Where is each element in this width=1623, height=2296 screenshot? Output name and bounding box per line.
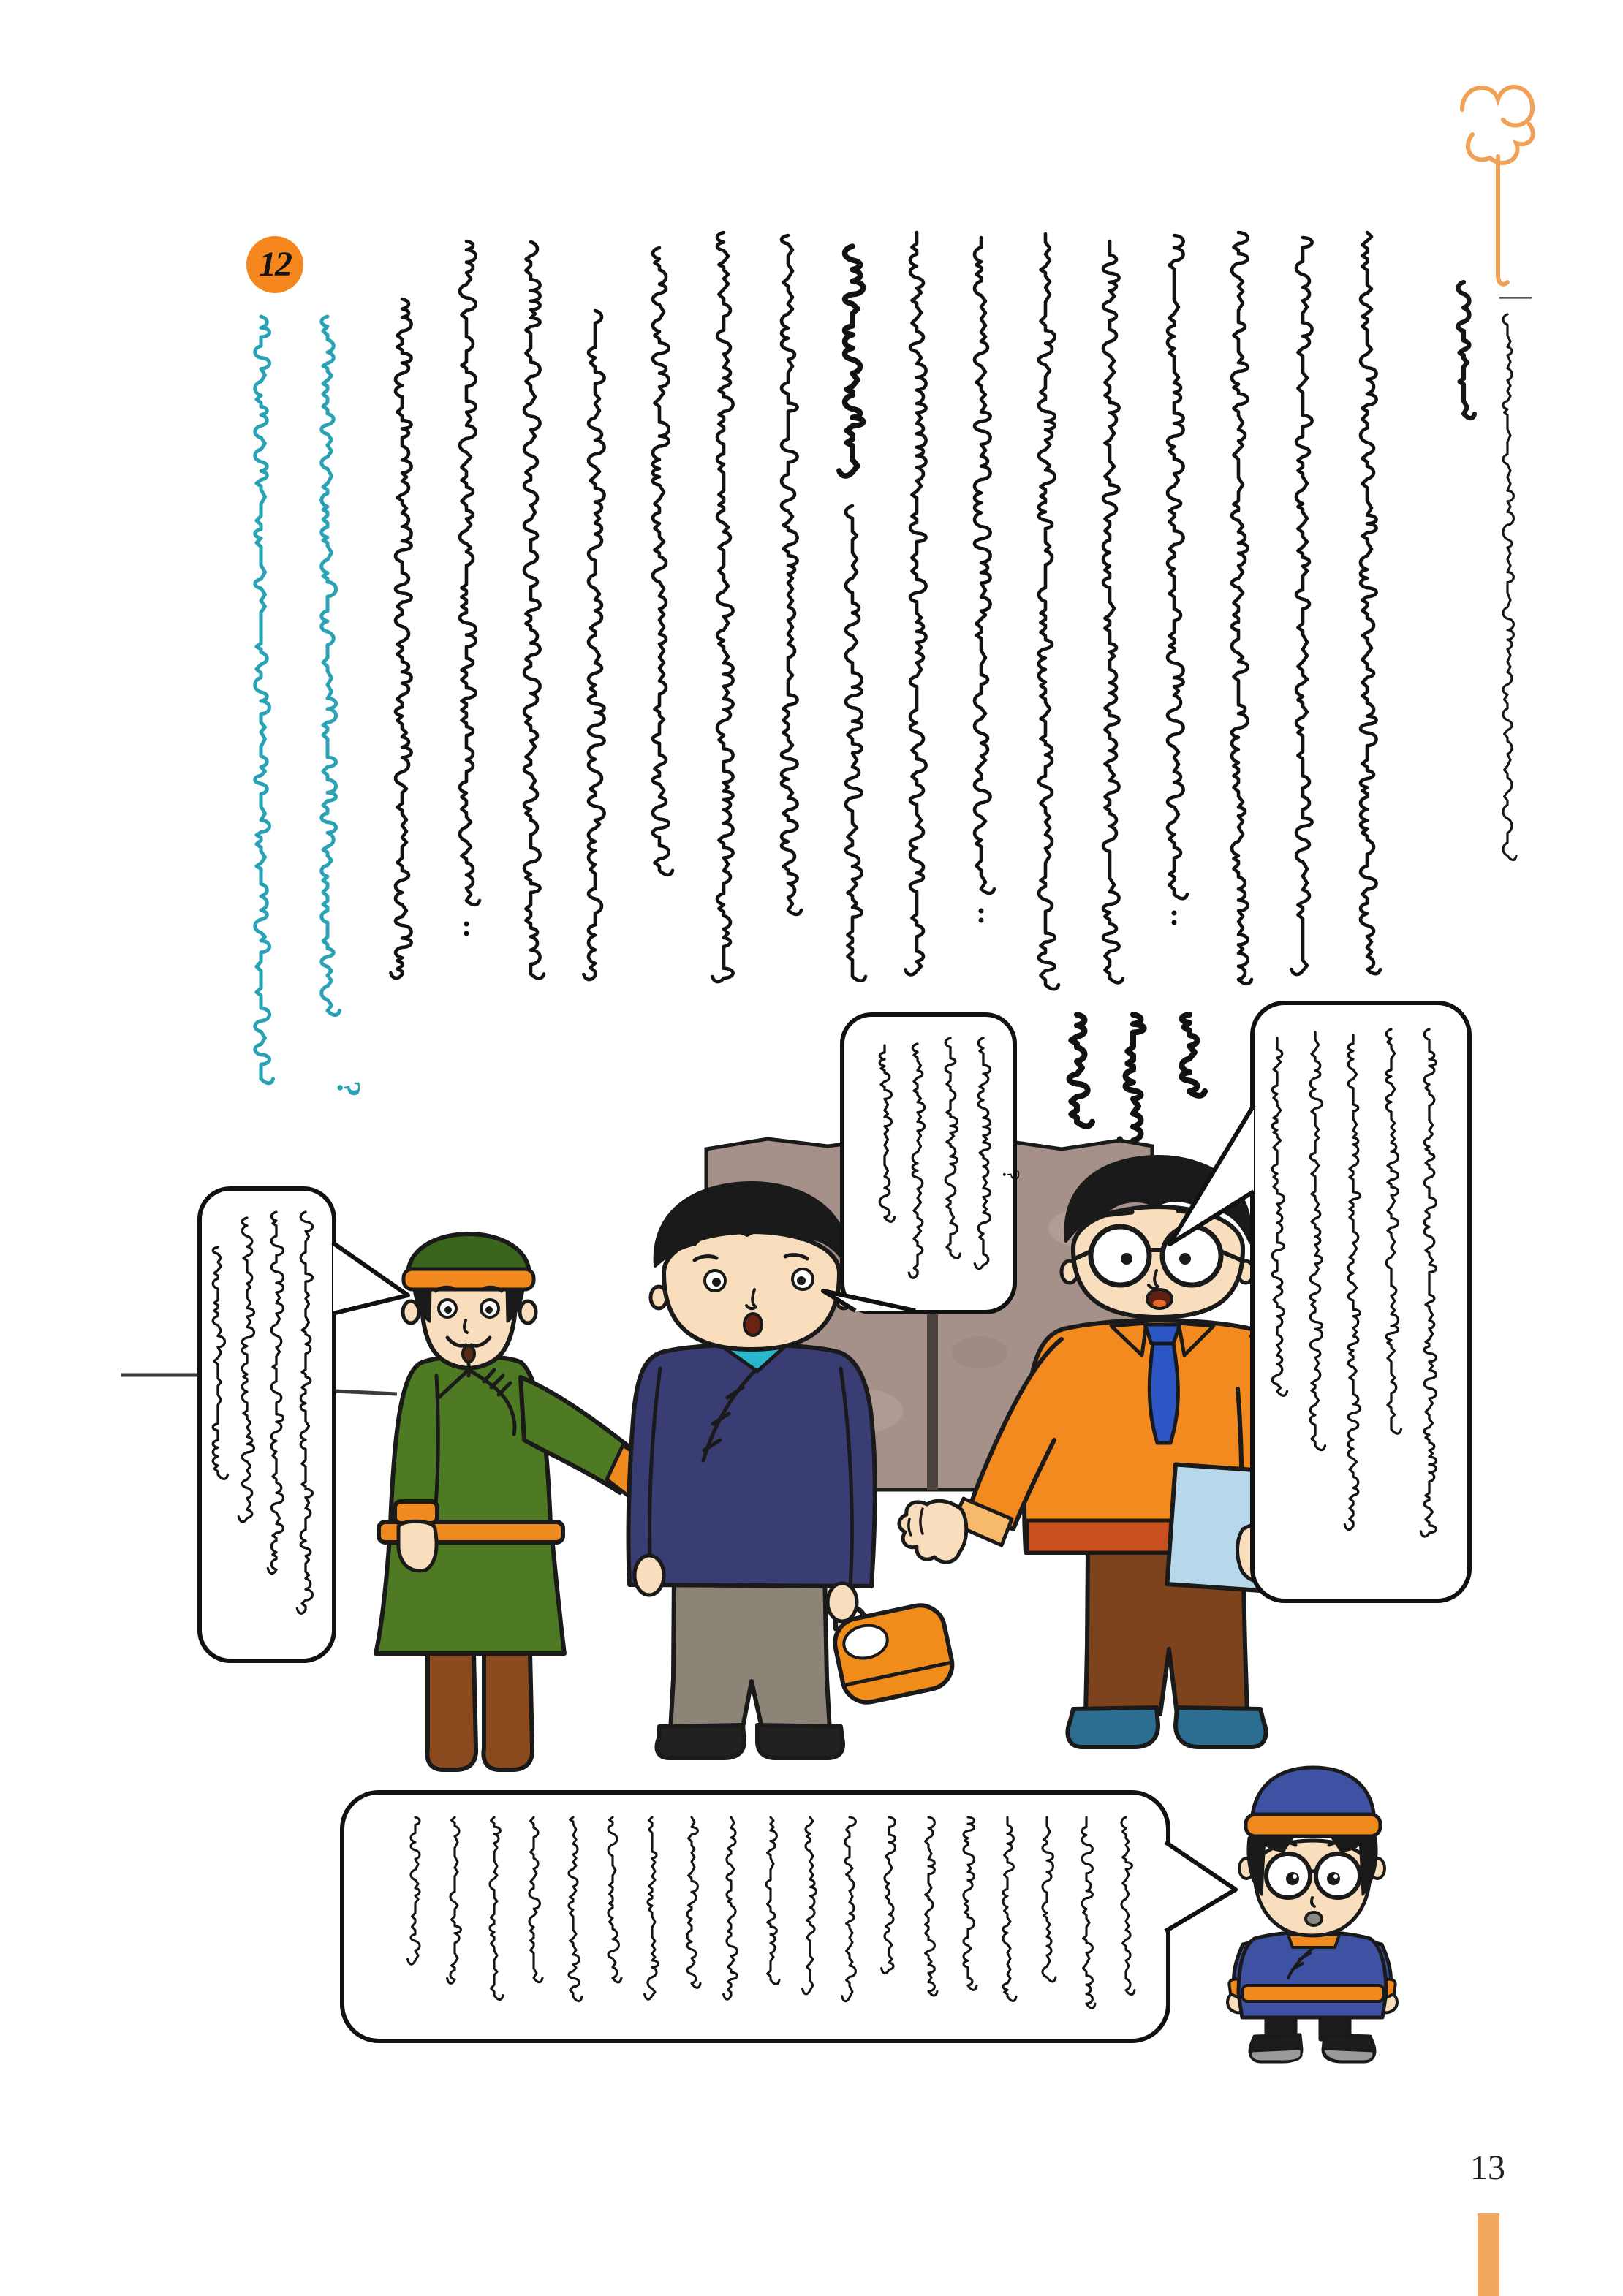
exercise-prompt-columns — [255, 317, 340, 1083]
speech-bubble-middle-question-mark: ? — [997, 1170, 1024, 1181]
margin-unit-title — [1459, 282, 1517, 860]
speech-bubble-bottom — [342, 1792, 1236, 2041]
exercise-number-badge: 12 — [246, 236, 303, 293]
page-edge-bar — [1478, 2213, 1499, 2296]
exercise-question-mark: ? — [330, 1080, 368, 1097]
header-flourish-ornament — [1462, 87, 1533, 284]
illustration-boy-narrator — [1227, 1768, 1397, 2061]
body-text-columns — [390, 232, 1380, 989]
speech-bubble-left — [200, 1189, 408, 1661]
margin-dash: — — [1499, 277, 1532, 313]
page-number: 13 — [1470, 2148, 1505, 2187]
body-bold-title-columns — [1070, 1015, 1206, 1144]
speech-bubble-middle — [823, 1015, 1024, 1312]
